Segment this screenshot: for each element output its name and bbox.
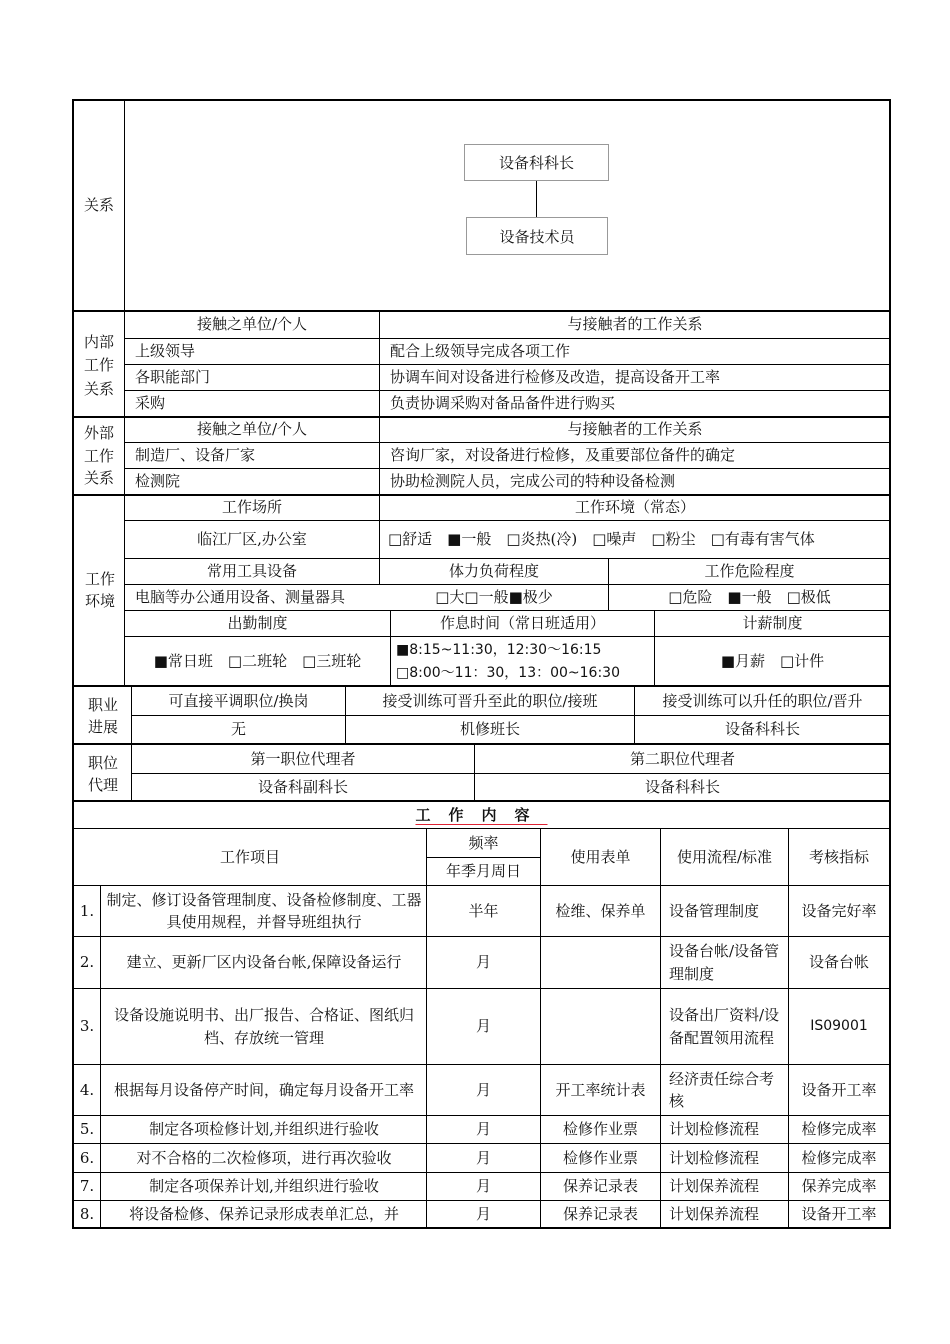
work-head-item: 工作项目 — [219, 847, 280, 866]
row-item: 制定、修订设备管理制度、设备检修制度、工器具使用规程，并督导班组执行 — [106, 890, 422, 931]
row-item: 根据每月设备停产时间，确定每月设备开工率 — [113, 1080, 414, 1099]
row-freq: 月 — [475, 1080, 491, 1099]
career-head-train-up: 接受训练可以升任的职位/晋升 — [662, 691, 863, 710]
env-label — [78, 550, 122, 630]
row-number: 1. — [79, 901, 95, 920]
row-form — [541, 989, 660, 1064]
row-freq: 月 — [475, 1148, 491, 1167]
org-box-manager: 设备科科长 — [464, 144, 609, 181]
row-item: 对不合格的二次检修项，进行再次验收 — [136, 1148, 392, 1167]
env-hours-value — [396, 639, 652, 685]
deputy-head-second: 第二职位代理者 — [629, 749, 735, 768]
row-flow: 计划保养流程 — [669, 1177, 760, 1196]
career-head-train-to: 接受训练可晋升至此的职位/接班 — [382, 691, 598, 710]
row-number: 6. — [79, 1148, 95, 1167]
deputy-label — [76, 748, 130, 800]
deputy-head-first: 第一职位代理者 — [250, 749, 356, 768]
env-place-value: 临江厂区,办公室 — [197, 530, 307, 549]
row-item: 制定各项检修计划,并组织进行验收 — [149, 1120, 379, 1139]
env-hours-head: 作息时间（常日班适用） — [439, 614, 605, 633]
row-form: 保养记录表 — [562, 1204, 638, 1223]
env-attendance-value: ■常日班 □二班轮 □三班轮 — [153, 651, 362, 670]
row-kpi: 设备完好率 — [801, 901, 877, 920]
row-freq: 月 — [475, 953, 491, 972]
row-form: 检修作业票 — [562, 1148, 638, 1167]
row-item: 建立、更新厂区内设备台帐,保障设备运行 — [126, 953, 402, 972]
row-item: 制定各项保养计划,并组织进行验收 — [149, 1177, 379, 1196]
row-number: 2. — [79, 953, 95, 972]
row-number: 5. — [79, 1120, 95, 1139]
row-flow: 经济责任综合考核 — [669, 1069, 775, 1110]
career-label — [76, 690, 130, 742]
career-transfer: 无 — [230, 720, 246, 739]
relation-label: 关系 — [83, 195, 114, 214]
work-title-text: 工作内容 — [415, 805, 548, 824]
row-kpi: 设备开工率 — [801, 1080, 877, 1099]
env-attendance-head: 出勤制度 — [227, 614, 288, 633]
row-freq: 月 — [475, 1204, 491, 1223]
row-flow: 计划检修流程 — [669, 1148, 760, 1167]
deputy-label-text: 职位代理 — [87, 753, 118, 794]
hours-line-1: ■8:15~11:30，12:30～16:15 — [396, 642, 602, 658]
env-place-head: 工作场所 — [221, 498, 282, 517]
hours-line-2: □8:00～11：30，13：00~16:30 — [396, 665, 620, 681]
row-freq: 月 — [475, 1177, 491, 1196]
env-pay-head: 计薪制度 — [742, 614, 803, 633]
internal-head-unit: 接触之单位/个人 — [196, 315, 308, 334]
external-head-rel: 与接触者的工作关系 — [567, 420, 703, 439]
work-head-freq-sub: 年季月周日 — [445, 862, 521, 881]
internal-head-rel: 与接触者的工作关系 — [567, 315, 703, 334]
env-load-value: □大□一般■极少 — [435, 588, 553, 607]
internal-rel: 负责协调采购对备品备件进行购买 — [390, 394, 616, 413]
env-danger-value: □危险 ■一般 □极低 — [668, 588, 831, 607]
row-number: 3. — [79, 1017, 95, 1036]
env-tools-value: 电脑等办公通用设备、测量器具 — [135, 588, 346, 607]
row-kpi: 检修完成率 — [801, 1148, 877, 1167]
row-form: 检维、保养单 — [555, 901, 646, 920]
env-condition-value: □舒适 ■一般 □炎热(冷) □噪声 □粉尘 □有毒有害气体 — [388, 530, 815, 549]
external-label-text: 外部工作关系 — [83, 424, 114, 488]
external-rel: 协助检测院人员，完成公司的特种设备检测 — [390, 472, 676, 491]
row-number: 8. — [79, 1204, 95, 1223]
internal-unit: 各职能部门 — [135, 368, 211, 387]
env-label-text: 工作环境 — [84, 569, 115, 610]
deputy-second: 设备科科长 — [644, 777, 720, 796]
env-condition-head: 工作环境（常态） — [574, 498, 695, 517]
row-flow: 计划保养流程 — [669, 1204, 760, 1223]
row-number: 4. — [79, 1080, 95, 1099]
internal-label — [76, 326, 122, 406]
internal-rel: 配合上级领导完成各项工作 — [390, 342, 571, 361]
org-connector — [536, 180, 537, 217]
internal-label-text: 内部工作关系 — [83, 333, 114, 398]
row-form: 开工率统计表 — [555, 1080, 646, 1099]
external-rel: 咨询厂家，对设备进行检修，及重要部位备件的确定 — [390, 446, 736, 465]
career-train-to: 机修班长 — [459, 720, 520, 739]
work-title — [74, 802, 889, 828]
row-flow: 设备管理制度 — [669, 901, 760, 920]
row-kpi: 检修完成率 — [801, 1120, 877, 1139]
work-head-form: 使用表单 — [570, 847, 631, 866]
career-train-up: 设备科科长 — [724, 720, 800, 739]
deputy-first: 设备科副科长 — [257, 777, 348, 796]
row-kpi: 保养完成率 — [801, 1177, 877, 1196]
row-flow: 设备台帐/设备管理制度 — [669, 942, 780, 983]
external-head-unit: 接触之单位/个人 — [196, 420, 308, 439]
frame-top — [72, 99, 891, 101]
row-form — [541, 937, 660, 988]
career-label-text: 职业进展 — [87, 695, 118, 736]
env-tools-head: 常用工具设备 — [206, 562, 297, 581]
row-form: 检修作业票 — [562, 1120, 638, 1139]
internal-unit: 上级领导 — [135, 342, 196, 361]
work-head-freq: 频率 — [468, 833, 499, 852]
row-freq: 月 — [475, 1017, 491, 1036]
row-flow: 设备出厂资料/设备配置领用流程 — [669, 1006, 780, 1047]
row-item: 将设备检修、保养记录形成表单汇总，并 — [128, 1204, 399, 1223]
row-kpi: 设备开工率 — [801, 1204, 877, 1223]
work-head-flow: 使用流程/标准 — [676, 847, 773, 866]
row-freq: 半年 — [468, 901, 499, 920]
row-form: 保养记录表 — [562, 1177, 638, 1196]
internal-unit: 采购 — [135, 394, 166, 413]
row-kpi: IS09001 — [810, 1018, 868, 1034]
env-danger-head: 工作危险程度 — [704, 562, 795, 581]
external-label — [76, 418, 122, 494]
org-box-technician: 设备技术员 — [466, 217, 608, 255]
row-freq: 月 — [475, 1120, 491, 1139]
row-flow: 计划检修流程 — [669, 1120, 760, 1139]
row-kpi: 设备台帐 — [808, 953, 869, 972]
row-number: 7. — [79, 1177, 95, 1196]
env-load-head: 体力负荷程度 — [448, 562, 539, 581]
env-pay-value: ■月薪 □计件 — [720, 651, 825, 670]
career-head-transfer: 可直接平调职位/换岗 — [168, 691, 309, 710]
frame-bottom — [72, 1227, 891, 1229]
internal-rel: 协调车间对设备进行检修及改造，提高设备开工率 — [390, 368, 721, 387]
work-head-kpi: 考核指标 — [808, 847, 869, 866]
external-unit: 制造厂、设备厂家 — [135, 446, 256, 465]
row-item: 设备设施说明书、出厂报告、合格证、图纸归档、存放统一管理 — [113, 1006, 414, 1047]
external-unit: 检测院 — [135, 472, 181, 491]
